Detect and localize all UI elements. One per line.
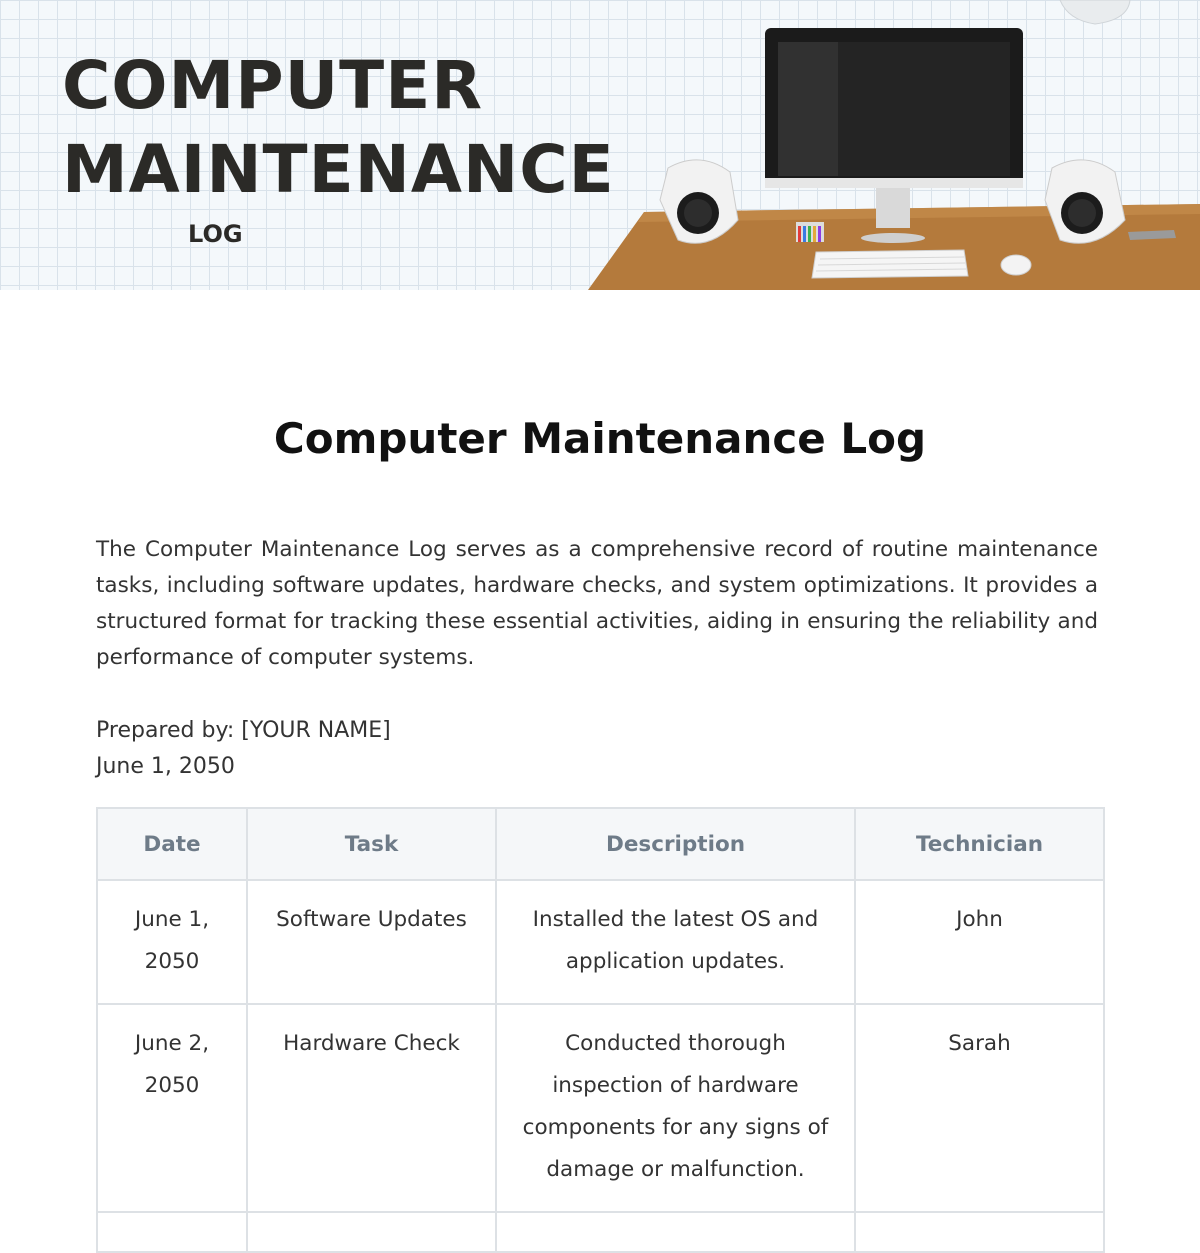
banner-subtitle: LOG <box>188 220 243 248</box>
wall-lamp <box>1060 0 1130 24</box>
cell-technician: Sarah <box>855 1004 1104 1212</box>
banner-title <box>62 44 615 212</box>
header-banner <box>0 0 1200 290</box>
table-row <box>97 880 1104 1004</box>
prepared-block <box>96 713 391 785</box>
right-speaker <box>1045 160 1125 243</box>
column-header-technician: Technician <box>855 808 1104 880</box>
table-row <box>97 1004 1104 1212</box>
intro-paragraph: The Computer Maintenance Log serves as a comprehensive record of routine maintenance tasks, including software updates, hardware checks, and system optimizations. It provides a structured format for tracking these essential activities, aiding in ensuring the reliability and performance of computer systems. <box>96 537 1098 670</box>
markers <box>796 222 824 242</box>
prepared-date: June 1, 2050 <box>96 754 235 779</box>
cell-task: Software Updates <box>247 880 496 1004</box>
cell-date: June 2, 2050 <box>97 1004 247 1212</box>
table-row <box>97 1212 1104 1252</box>
banner-title-line2: MAINTENANCE <box>62 131 615 208</box>
cell-description: Installed the latest OS and application updates. <box>496 880 855 1004</box>
keyboard <box>812 250 968 278</box>
cell-date: June 1, 2050 <box>97 880 247 1004</box>
banner-title-line1: COMPUTER <box>62 47 484 124</box>
table-header-row <box>97 808 1104 880</box>
cell-description: Conducted thorough inspection of hardware components for any signs of damage or malfunction. <box>496 1004 855 1212</box>
maintenance-log-table <box>96 807 1105 1253</box>
cell-technician <box>855 1212 1104 1252</box>
column-header-task: Task <box>247 808 496 880</box>
cell-technician: John <box>855 880 1104 1004</box>
column-header-description: Description <box>496 808 855 880</box>
column-header-date: Date <box>97 808 247 880</box>
cell-description <box>496 1212 855 1252</box>
cell-task <box>247 1212 496 1252</box>
cell-date <box>97 1212 247 1252</box>
desk-illustration <box>580 0 1200 290</box>
prepared-by: Prepared by: [YOUR NAME] <box>96 718 391 743</box>
cell-task: Hardware Check <box>247 1004 496 1212</box>
document-title: Computer Maintenance Log <box>273 414 927 463</box>
mouse <box>1001 255 1031 275</box>
